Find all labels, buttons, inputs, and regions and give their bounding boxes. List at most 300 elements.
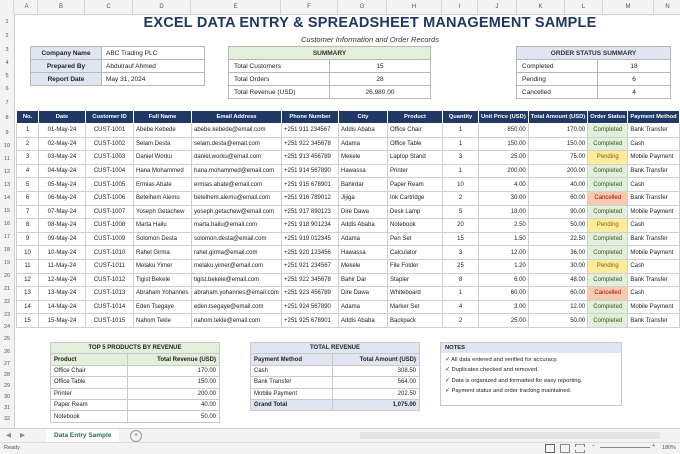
payment-method-name[interactable]: Cash xyxy=(251,365,333,376)
table-cell[interactable]: Abebe Kebede xyxy=(134,124,192,138)
note-item[interactable]: ✓ All data entered and verified for accuracy. xyxy=(445,357,558,363)
table-cell[interactable]: Mekele xyxy=(339,151,388,165)
table-cell[interactable]: 4 xyxy=(17,164,39,178)
orders-header-cell[interactable]: Full Name xyxy=(134,111,192,124)
table-cell[interactable]: Cash xyxy=(628,219,679,233)
table-cell[interactable]: Desk Lamp xyxy=(388,205,443,219)
table-cell[interactable]: 02-May-24 xyxy=(39,137,86,151)
column-header-k[interactable]: K xyxy=(517,0,565,14)
table-cell[interactable]: +251 925 678901 xyxy=(282,314,339,328)
column-header-a[interactable]: A xyxy=(16,0,38,14)
table-cell[interactable]: 75.00 xyxy=(528,151,587,165)
table-cell[interactable]: +251 915 678901 xyxy=(282,178,339,192)
table-cell[interactable]: 200.00 xyxy=(479,164,529,178)
summary-label[interactable]: Total Customers xyxy=(229,60,330,73)
info-label[interactable]: Company Name xyxy=(31,47,102,60)
table-cell[interactable]: Daniel Worku xyxy=(134,151,192,165)
orders-header-cell[interactable]: Customer ID xyxy=(86,111,134,124)
table-cell[interactable]: 3.00 xyxy=(479,300,529,314)
table-cell[interactable]: +251 914 567890 xyxy=(282,164,339,178)
page-break-preview-icon[interactable] xyxy=(575,444,585,453)
table-cell[interactable]: selam.desta@email.com xyxy=(192,137,282,151)
table-cell[interactable]: 1.20 xyxy=(479,259,529,273)
info-value[interactable]: May 31, 2024 xyxy=(102,73,205,86)
add-sheet-button[interactable]: + xyxy=(130,430,142,442)
order-status-cell[interactable]: Completed xyxy=(588,205,628,219)
table-cell[interactable]: 5 xyxy=(443,205,479,219)
zoom-slider[interactable] xyxy=(600,447,650,448)
table-cell[interactable]: Dire Dawa xyxy=(339,205,388,219)
table-cell[interactable]: Printer xyxy=(388,164,443,178)
table-cell[interactable]: 60.00 xyxy=(479,287,529,301)
orders-header-cell[interactable]: Order Status xyxy=(588,111,628,124)
status-label[interactable]: Pending xyxy=(517,73,598,86)
table-cell[interactable]: 10 xyxy=(17,246,39,260)
table-cell[interactable]: ermias.abate@email.com xyxy=(192,178,282,192)
table-cell[interactable]: 36.00 xyxy=(528,246,587,260)
table-cell[interactable]: Addis Ababa xyxy=(339,219,388,233)
select-all-corner[interactable] xyxy=(0,0,14,14)
row-header-3[interactable]: 3 xyxy=(5,47,9,53)
info-value[interactable]: Abdulrauf Ahmed xyxy=(102,60,205,73)
table-cell[interactable]: CUST-1013 xyxy=(86,287,134,301)
order-status-cell[interactable]: Pending xyxy=(588,151,628,165)
summary-value[interactable]: 15 xyxy=(330,60,431,73)
order-status-cell[interactable]: Completed xyxy=(588,300,628,314)
top-product-name[interactable]: Notebook xyxy=(51,411,128,422)
table-cell[interactable]: 12-May-24 xyxy=(39,273,86,287)
row-header-24[interactable]: 24 xyxy=(3,324,11,330)
order-status-cell[interactable]: Completed xyxy=(588,178,628,192)
table-cell[interactable]: Whiteboard xyxy=(388,287,443,301)
orders-header-cell[interactable]: No. xyxy=(17,111,39,124)
row-header-25[interactable]: 25 xyxy=(3,336,11,342)
info-label[interactable]: Prepared By xyxy=(31,60,102,73)
table-cell[interactable]: +251 917 890123 xyxy=(282,205,339,219)
row-header-10[interactable]: 10 xyxy=(3,143,11,149)
summary-label[interactable]: Total Revenue (USD) xyxy=(229,86,330,99)
table-cell[interactable]: 3 xyxy=(17,151,39,165)
table-cell[interactable]: Office Chair xyxy=(388,124,443,138)
total-revenue-title[interactable]: TOTAL REVENUE xyxy=(251,343,420,354)
table-cell[interactable]: +251 922 345678 xyxy=(282,273,339,287)
table-cell[interactable]: CUST-1012 xyxy=(86,273,134,287)
table-cell[interactable]: 15 xyxy=(443,232,479,246)
table-cell[interactable]: Solomon Desta xyxy=(134,232,192,246)
order-status-cell[interactable]: Completed xyxy=(588,314,628,328)
row-header-31[interactable]: 31 xyxy=(3,405,11,411)
table-cell[interactable]: 13 xyxy=(17,287,39,301)
table-cell[interactable]: 2 xyxy=(443,191,479,205)
row-header-13[interactable]: 13 xyxy=(3,182,11,188)
table-cell[interactable]: Eden Tsegaye xyxy=(134,300,192,314)
table-cell[interactable]: 170.00 xyxy=(528,124,587,138)
note-item[interactable]: ✓ Payment status and order tracking maintained. xyxy=(445,388,572,395)
table-cell[interactable]: 1 xyxy=(17,124,39,138)
status-count[interactable]: 6 xyxy=(598,73,671,86)
table-cell[interactable]: 60.00 xyxy=(528,191,587,205)
top-product-revenue[interactable]: 170.00 xyxy=(128,365,220,376)
table-cell[interactable]: Marta Hailu xyxy=(134,219,192,233)
table-cell[interactable]: 6.00 xyxy=(479,273,529,287)
table-cell[interactable]: CUST-1004 xyxy=(86,164,134,178)
table-cell[interactable]: daniel.worku@email.com xyxy=(192,151,282,165)
column-header-j[interactable]: J xyxy=(478,0,517,14)
scroll-right-icon[interactable]: ▶ xyxy=(20,432,25,439)
status-label[interactable]: Completed xyxy=(517,60,598,73)
top-product-name[interactable]: Office Table xyxy=(51,377,128,388)
table-cell[interactable]: +251 924 567890 xyxy=(282,300,339,314)
table-cell[interactable]: 12.00 xyxy=(528,300,587,314)
table-cell[interactable]: 22.50 xyxy=(528,232,587,246)
row-header-32[interactable]: 32 xyxy=(3,416,11,422)
top-product-name[interactable]: Printer xyxy=(51,388,128,399)
summary-title[interactable]: SUMMARY xyxy=(229,47,431,60)
order-status-cell[interactable]: Pending xyxy=(588,219,628,233)
row-header-2[interactable]: 2 xyxy=(5,33,9,39)
table-cell[interactable]: Selam Desta xyxy=(134,137,192,151)
table-cell[interactable]: Bank Transfer xyxy=(628,164,679,178)
table-cell[interactable]: Bank Transfer xyxy=(628,232,679,246)
table-cell[interactable]: +251 918 901234 xyxy=(282,219,339,233)
row-header-20[interactable]: 20 xyxy=(3,273,11,279)
table-cell[interactable]: hana.mohammed@email.com xyxy=(192,164,282,178)
table-cell[interactable]: 25 xyxy=(443,259,479,273)
info-label[interactable]: Report Date xyxy=(31,73,102,86)
orders-header-cell[interactable]: Email Address xyxy=(192,111,282,124)
table-cell[interactable]: Betelhem Alemu xyxy=(134,191,192,205)
table-cell[interactable]: Bank Transfer xyxy=(628,191,679,205)
column-header-i[interactable]: I xyxy=(442,0,478,14)
table-cell[interactable]: 18.00 xyxy=(479,205,529,219)
table-cell[interactable]: Melaku Yimer xyxy=(134,259,192,273)
table-cell[interactable]: Bank Transfer xyxy=(628,273,679,287)
table-cell[interactable]: Nahom Tekle xyxy=(134,314,192,328)
top-product-revenue[interactable]: 50.00 xyxy=(128,411,220,422)
table-cell[interactable]: +251 919 012345 xyxy=(282,232,339,246)
table-cell[interactable]: 13-May-24 xyxy=(39,287,86,301)
table-cell[interactable]: Abraham Yohannes xyxy=(134,287,192,301)
table-cell[interactable]: +251 916 789012 xyxy=(282,191,339,205)
order-status-cell[interactable]: Pending xyxy=(588,259,628,273)
table-cell[interactable]: 12.00 xyxy=(479,246,529,260)
column-header-b[interactable]: B xyxy=(38,0,85,14)
table-cell[interactable]: 10 xyxy=(443,178,479,192)
row-header-11[interactable]: 11 xyxy=(4,156,10,162)
table-cell[interactable]: 8 xyxy=(443,273,479,287)
table-cell[interactable]: 90.00 xyxy=(528,205,587,219)
table-cell[interactable]: 48.00 xyxy=(528,273,587,287)
row-header-30[interactable]: 30 xyxy=(3,394,11,400)
table-cell[interactable]: File Folder xyxy=(388,259,443,273)
orders-header-cell[interactable]: Total Amount (USD) xyxy=(528,111,587,124)
orders-header-cell[interactable]: Product xyxy=(388,111,443,124)
orders-header-cell[interactable]: Quantity xyxy=(443,111,479,124)
table-cell[interactable]: Paper Ream xyxy=(388,178,443,192)
orders-header-cell[interactable]: Phone Number xyxy=(282,111,339,124)
table-cell[interactable]: CUST-1001 xyxy=(86,124,134,138)
status-count[interactable]: 4 xyxy=(598,86,671,99)
table-cell[interactable]: Cash xyxy=(628,287,679,301)
row-header-6[interactable]: 6 xyxy=(5,86,9,92)
table-cell[interactable]: 1 xyxy=(443,137,479,151)
zoom-level[interactable]: 180% xyxy=(662,445,677,451)
row-header-8[interactable]: 8 xyxy=(5,115,9,121)
table-cell[interactable]: betelhem.alemu@email.com xyxy=(192,191,282,205)
table-cell[interactable]: Office Table xyxy=(388,137,443,151)
note-item[interactable]: ✓ Duplicates checked and removed. xyxy=(445,367,539,374)
table-cell[interactable]: 150.00 xyxy=(479,137,529,151)
row-header-23[interactable]: 23 xyxy=(3,312,11,318)
table-cell[interactable]: Hawassa xyxy=(339,164,388,178)
column-header-h[interactable]: H xyxy=(387,0,442,14)
table-cell[interactable]: CUST-1011 xyxy=(86,259,134,273)
row-header-27[interactable]: 27 xyxy=(3,361,11,367)
table-cell[interactable]: CUST-1015 xyxy=(86,314,134,328)
table-cell[interactable]: CUST-1010 xyxy=(86,246,134,260)
table-cell[interactable]: 03-May-24 xyxy=(39,151,86,165)
table-cell[interactable]: 10-May-24 xyxy=(39,246,86,260)
orders-header-cell[interactable]: Unit Price (USD) xyxy=(479,111,529,124)
table-cell[interactable]: abebe.kebede@email.com xyxy=(192,124,282,138)
table-cell[interactable]: Addis Ababa xyxy=(339,314,388,328)
table-cell[interactable]: Mekele xyxy=(339,259,388,273)
table-cell[interactable]: Addis Ababa xyxy=(339,124,388,138)
table-cell[interactable]: Pen Set xyxy=(388,232,443,246)
info-value[interactable]: ABC Trading PLC xyxy=(102,47,205,60)
table-cell[interactable]: Mobile Payment xyxy=(628,205,679,219)
table-cell[interactable]: 1.50 xyxy=(479,232,529,246)
row-header-1[interactable]: 1 xyxy=(5,19,9,25)
table-cell[interactable]: Ink Cartridge xyxy=(388,191,443,205)
horizontal-scrollbar[interactable] xyxy=(360,432,660,439)
table-cell[interactable]: Tigist Bekele xyxy=(134,273,192,287)
row-header-19[interactable]: 19 xyxy=(3,260,11,266)
table-cell[interactable]: 1 xyxy=(443,124,479,138)
table-cell[interactable]: 50.00 xyxy=(528,314,587,328)
table-cell[interactable]: Cash xyxy=(628,137,679,151)
top-product-revenue[interactable]: 200.00 xyxy=(128,388,220,399)
table-cell[interactable]: Adama xyxy=(339,137,388,151)
table-cell[interactable]: eden.tsegaye@email.com xyxy=(192,300,282,314)
table-cell[interactable]: tigist.bekele@email.com xyxy=(192,273,282,287)
table-cell[interactable]: Dire Dawa xyxy=(339,287,388,301)
table-cell[interactable]: 4.00 xyxy=(479,178,529,192)
order-status-cell[interactable]: Completed xyxy=(588,137,628,151)
orders-header-cell[interactable]: Date xyxy=(39,111,86,124)
table-cell[interactable]: CUST-1009 xyxy=(86,232,134,246)
order-status-cell[interactable]: Cancelled xyxy=(588,287,628,301)
table-cell[interactable]: nahom.tekle@email.com xyxy=(192,314,282,328)
table-cell[interactable]: CUST-1006 xyxy=(86,191,134,205)
table-cell[interactable]: 06-May-24 xyxy=(39,191,86,205)
table-cell[interactable]: Yoseph Getachew xyxy=(134,205,192,219)
row-header-7[interactable]: 7 xyxy=(5,100,9,106)
table-cell[interactable]: 2 xyxy=(443,314,479,328)
column-header-f[interactable]: F xyxy=(281,0,338,14)
table-cell[interactable]: +251 923 456789 xyxy=(282,287,339,301)
notes-title[interactable]: NOTES xyxy=(441,343,621,353)
row-header-4[interactable]: 4 xyxy=(5,60,9,66)
table-cell[interactable]: 09-May-24 xyxy=(39,232,86,246)
table-cell[interactable]: CUST-1008 xyxy=(86,219,134,233)
table-cell[interactable]: solomon.desta@email.com xyxy=(192,232,282,246)
row-header-5[interactable]: 5 xyxy=(5,73,9,79)
table-cell[interactable]: marta.hailu@email.com xyxy=(192,219,282,233)
column-header-e[interactable]: E xyxy=(191,0,281,14)
table-cell[interactable]: melaku.yimer@email.com xyxy=(192,259,282,273)
table-cell[interactable]: 30.00 xyxy=(528,259,587,273)
top-product-revenue[interactable]: 150.00 xyxy=(128,377,220,388)
table-cell[interactable]: +251 911 234567 xyxy=(282,124,339,138)
table-cell[interactable]: 7 xyxy=(17,205,39,219)
table-cell[interactable]: Cash xyxy=(628,259,679,273)
order-status-cell[interactable]: Completed xyxy=(588,164,628,178)
row-header-22[interactable]: 22 xyxy=(3,299,11,305)
table-cell[interactable]: Bahir Dar xyxy=(339,273,388,287)
payment-method-name[interactable]: Mobile Payment xyxy=(251,388,333,399)
table-cell[interactable]: CUST-1014 xyxy=(86,300,134,314)
table-cell[interactable]: 60.00 xyxy=(528,287,587,301)
top-products-title[interactable]: TOP 5 PRODUCTS BY REVENUE xyxy=(51,343,220,354)
table-cell[interactable]: +251 920 123456 xyxy=(282,246,339,260)
payment-method-amount[interactable]: 308.50 xyxy=(333,365,420,376)
table-cell[interactable]: 14-May-24 xyxy=(39,300,86,314)
scroll-left-icon[interactable]: ◀ xyxy=(6,432,11,439)
table-cell[interactable]: abraham.yohannes@email.com xyxy=(192,287,282,301)
top-products-header[interactable]: Total Revenue (USD) xyxy=(128,354,220,365)
table-cell[interactable]: rahel.girma@email.com xyxy=(192,246,282,260)
status-label[interactable]: Cancelled xyxy=(517,86,598,99)
column-header-m[interactable]: M xyxy=(603,0,654,14)
column-header-d[interactable]: D xyxy=(133,0,191,14)
row-header-18[interactable]: 18 xyxy=(3,247,11,253)
row-header-29[interactable]: 29 xyxy=(3,383,11,389)
column-header-n[interactable]: N xyxy=(654,0,680,14)
grand-total-label[interactable]: Grand Total xyxy=(251,399,333,410)
row-header-28[interactable]: 28 xyxy=(3,372,11,378)
total-revenue-header[interactable]: Payment Method xyxy=(251,354,333,365)
table-cell[interactable]: 4 xyxy=(443,300,479,314)
table-cell[interactable]: 3 xyxy=(443,246,479,260)
row-header-17[interactable]: 17 xyxy=(3,234,11,240)
table-cell[interactable]: 15 xyxy=(17,314,39,328)
table-cell[interactable]: 25.00 xyxy=(479,314,529,328)
table-cell[interactable]: +251 922 345678 xyxy=(282,137,339,151)
table-cell[interactable]: Laptop Stand xyxy=(388,151,443,165)
order-status-cell[interactable]: Completed xyxy=(588,124,628,138)
row-header-15[interactable]: 15 xyxy=(3,208,11,214)
table-cell[interactable]: 850.00 xyxy=(479,124,529,138)
status-count[interactable]: 18 xyxy=(598,60,671,73)
table-cell[interactable]: 15-May-24 xyxy=(39,314,86,328)
table-cell[interactable]: CUST-1007 xyxy=(86,205,134,219)
table-cell[interactable]: Backpack xyxy=(388,314,443,328)
order-status-cell[interactable]: Completed xyxy=(588,232,628,246)
table-cell[interactable]: Jijiga xyxy=(339,191,388,205)
table-cell[interactable]: CUST-1002 xyxy=(86,137,134,151)
table-cell[interactable]: 11 xyxy=(17,259,39,273)
table-cell[interactable]: Adama xyxy=(339,300,388,314)
table-cell[interactable]: 05-May-24 xyxy=(39,178,86,192)
table-cell[interactable]: Cash xyxy=(628,178,679,192)
table-cell[interactable]: +251 913 456789 xyxy=(282,151,339,165)
table-cell[interactable]: Bank Transfer xyxy=(628,314,679,328)
top-product-revenue[interactable]: 40.00 xyxy=(128,399,220,410)
payment-method-name[interactable]: Bank Transfer xyxy=(251,377,333,388)
table-cell[interactable]: 07-May-24 xyxy=(39,205,86,219)
table-cell[interactable]: 12 xyxy=(17,273,39,287)
sheet-tab-data-entry[interactable]: Data Entry Sample xyxy=(46,429,119,444)
row-header-12[interactable]: 12 xyxy=(3,169,11,175)
table-cell[interactable]: 14 xyxy=(17,300,39,314)
table-cell[interactable]: 200.00 xyxy=(528,164,587,178)
table-cell[interactable]: 9 xyxy=(17,232,39,246)
summary-label[interactable]: Total Orders xyxy=(229,73,330,86)
table-cell[interactable]: 5 xyxy=(17,178,39,192)
table-cell[interactable]: 150.00 xyxy=(528,137,587,151)
column-header-l[interactable]: L xyxy=(565,0,603,14)
payment-method-amount[interactable]: 564.00 xyxy=(333,377,420,388)
top-product-name[interactable]: Office Chair xyxy=(51,365,128,376)
order-status-cell[interactable]: Completed xyxy=(588,246,628,260)
orders-header-cell[interactable]: City xyxy=(339,111,388,124)
table-cell[interactable]: Rahel Girma xyxy=(134,246,192,260)
table-cell[interactable]: 3 xyxy=(443,151,479,165)
table-cell[interactable]: Adama xyxy=(339,232,388,246)
table-cell[interactable]: 1 xyxy=(443,164,479,178)
row-header-14[interactable]: 14 xyxy=(3,195,11,201)
table-cell[interactable]: CUST-1003 xyxy=(86,151,134,165)
table-cell[interactable]: 25.00 xyxy=(479,151,529,165)
table-cell[interactable]: Notebook xyxy=(388,219,443,233)
top-product-name[interactable]: Paper Ream xyxy=(51,399,128,410)
row-header-16[interactable]: 16 xyxy=(3,221,11,227)
payment-method-amount[interactable]: 202.50 xyxy=(333,388,420,399)
total-revenue-header[interactable]: Total Amount (USD) xyxy=(333,354,420,365)
table-cell[interactable]: yoseph.getachew@email.com xyxy=(192,205,282,219)
table-cell[interactable]: 2 xyxy=(17,137,39,151)
table-cell[interactable]: 30.00 xyxy=(479,191,529,205)
table-cell[interactable]: CUST-1005 xyxy=(86,178,134,192)
table-cell[interactable]: Stapler xyxy=(388,273,443,287)
table-cell[interactable]: 08-May-24 xyxy=(39,219,86,233)
table-cell[interactable]: 11-May-24 xyxy=(39,259,86,273)
table-cell[interactable]: 2.50 xyxy=(479,219,529,233)
order-status-cell[interactable]: Completed xyxy=(588,273,628,287)
page-layout-icon[interactable] xyxy=(560,444,570,453)
table-cell[interactable]: 50.00 xyxy=(528,219,587,233)
column-header-g[interactable]: G xyxy=(338,0,387,14)
table-cell[interactable]: +251 921 234567 xyxy=(282,259,339,273)
grand-total-value[interactable]: 1,075.00 xyxy=(333,399,420,410)
order-status-cell[interactable]: Cancelled xyxy=(588,191,628,205)
order-status-title[interactable]: ORDER STATUS SUMMARY xyxy=(517,47,671,60)
zoom-in-icon[interactable]: + xyxy=(652,443,656,449)
table-cell[interactable]: 8 xyxy=(17,219,39,233)
table-cell[interactable]: 40.00 xyxy=(528,178,587,192)
column-header-c[interactable]: C xyxy=(85,0,133,14)
table-cell[interactable]: 1 xyxy=(443,287,479,301)
table-cell[interactable]: Bank Transfer xyxy=(628,124,679,138)
zoom-out-icon[interactable]: − xyxy=(592,443,596,449)
table-cell[interactable]: Ermias Abate xyxy=(134,178,192,192)
table-cell[interactable]: Marker Set xyxy=(388,300,443,314)
row-header-26[interactable]: 26 xyxy=(3,349,11,355)
table-cell[interactable]: 04-May-24 xyxy=(39,164,86,178)
row-header-9[interactable]: 9 xyxy=(5,130,9,136)
table-cell[interactable]: Calculator xyxy=(388,246,443,260)
